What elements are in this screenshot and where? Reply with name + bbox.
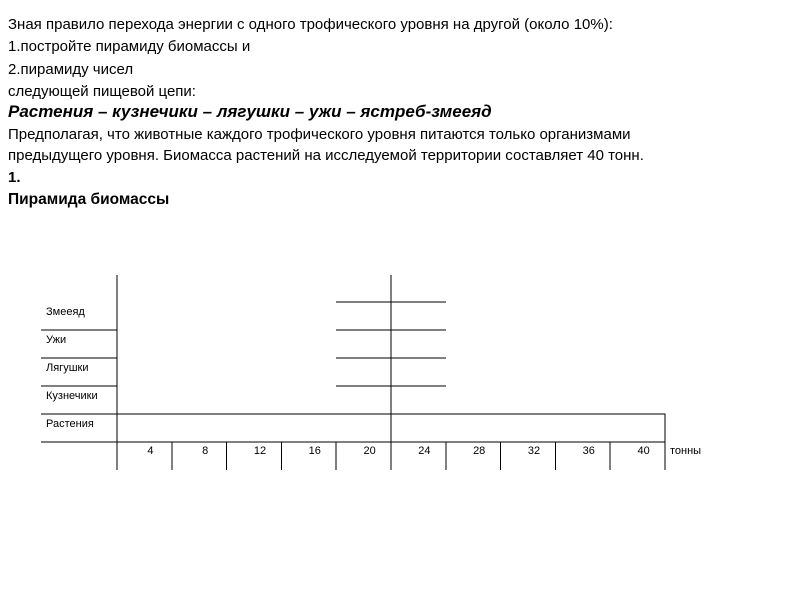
x-tick-label-8: 36 <box>582 445 595 457</box>
level-label-1: Ужи <box>46 334 67 346</box>
level-label-4: Растения <box>46 418 94 430</box>
x-tick-label-6: 28 <box>473 445 486 457</box>
x-unit-label: тонны <box>670 445 702 457</box>
task-intro-line: Зная правило перехода энергии с одного трофического уровня на другой (около 10%): <box>8 16 613 33</box>
level-label-2: Лягушки <box>46 362 89 374</box>
section-number: 1. <box>8 169 21 186</box>
section-title: Пирамида биомассы <box>8 191 170 208</box>
level-label-0: Змееяд <box>46 306 85 318</box>
x-tick-label-5: 24 <box>418 445 431 457</box>
x-tick-label-0: 4 <box>147 445 154 457</box>
task-step-1: 1.постройте пирамиду биомассы и <box>8 38 251 55</box>
assumption-line-1: Предполагая, что животные каждого трофического уровня питаются только организмами <box>8 126 631 143</box>
x-tick-label-9: 40 <box>637 445 650 457</box>
level-label-3: Кузнечики <box>46 390 98 402</box>
x-tick-label-7: 32 <box>527 445 541 457</box>
x-tick-label-1: 8 <box>202 445 209 457</box>
x-tick-label-3: 16 <box>308 445 321 457</box>
assumption-line-2: предыдущего уровня. Биомасса растений на исследуемой территории составляет 40 тонн. <box>8 147 644 164</box>
task-chain-intro: следующей пищевой цепи: <box>8 83 196 100</box>
x-tick-label-4: 20 <box>363 445 376 457</box>
task-step-2: 2.пирамиду чисел <box>8 61 134 78</box>
food-chain: Растения – кузнечики – лягушки – ужи – ястреб-змееяд <box>8 102 492 121</box>
x-tick-label-2: 12 <box>253 445 267 457</box>
